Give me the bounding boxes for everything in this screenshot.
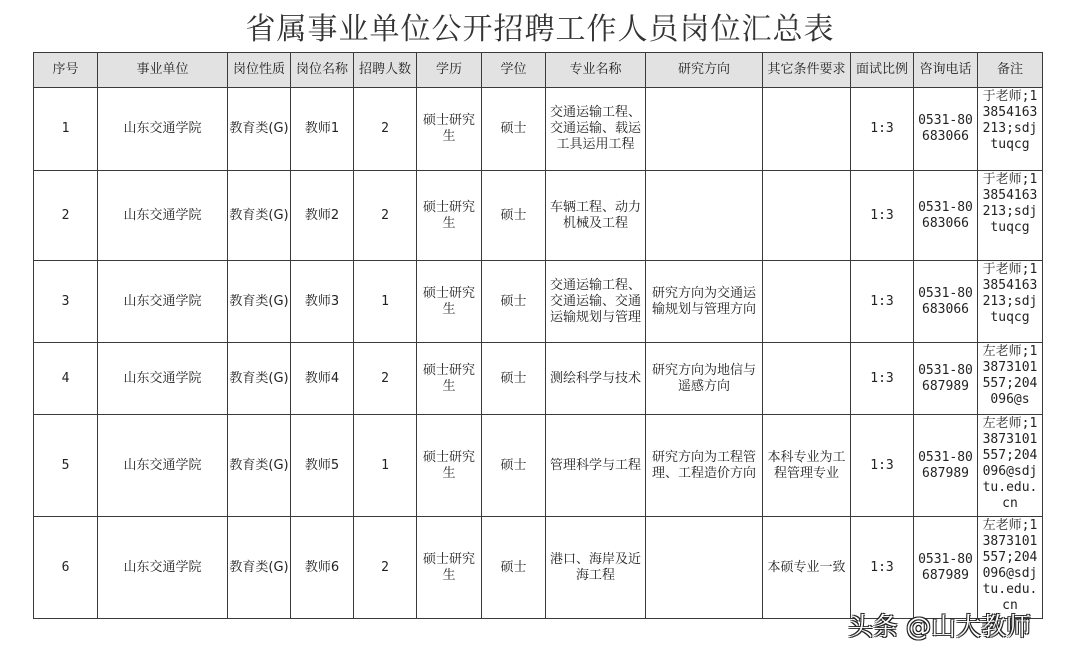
cell-degree: 硕士 bbox=[482, 517, 546, 619]
cell-position: 教师4 bbox=[291, 343, 354, 415]
header-phone: 咨询电话 bbox=[914, 53, 978, 88]
cell-degree: 硕士 bbox=[482, 88, 546, 171]
cell-position: 教师1 bbox=[291, 88, 354, 171]
cell-count: 2 bbox=[354, 517, 417, 619]
cell-position: 教师2 bbox=[291, 171, 354, 261]
cell-ratio: 1:3 bbox=[851, 261, 914, 343]
header-ratio: 面试比例 bbox=[851, 53, 914, 88]
note-text: 左老师;13873101557;204096@sdjtu.edu.cn bbox=[982, 415, 1038, 511]
cell-note bbox=[978, 88, 1043, 171]
cell-index: 6 bbox=[34, 517, 98, 619]
cell-research bbox=[646, 517, 763, 619]
note-text: 于老师;13854163213;sdjtuqcg bbox=[982, 261, 1038, 325]
cell-major: 交通运输工程、交通运输、载运工具运用工程 bbox=[546, 88, 646, 171]
cell-nature: 教育类(G) bbox=[228, 261, 291, 343]
header-note: 备注 bbox=[978, 53, 1043, 88]
cell-ratio: 1:3 bbox=[851, 171, 914, 261]
header-count: 招聘人数 bbox=[354, 53, 417, 88]
cell-education: 硕士研究生 bbox=[417, 415, 482, 517]
watermark: 头条 @山大教师 bbox=[848, 612, 1031, 641]
cell-phone: 0531-80683066 bbox=[914, 261, 978, 343]
cell-count: 1 bbox=[354, 261, 417, 343]
page-title: 省属事业单位公开招聘工作人员岗位汇总表 bbox=[245, 12, 835, 47]
note-text: 左老师;13873101557;204096@s bbox=[982, 343, 1038, 407]
header-nature: 岗位性质 bbox=[228, 53, 291, 88]
cell-phone: 0531-80687989 bbox=[914, 343, 978, 415]
cell-education: 硕士研究生 bbox=[417, 343, 482, 415]
header-education: 学历 bbox=[417, 53, 482, 88]
header-unit: 事业单位 bbox=[98, 53, 228, 88]
cell-degree: 硕士 bbox=[482, 343, 546, 415]
cell-nature: 教育类(G) bbox=[228, 343, 291, 415]
note-text: 于老师;13854163213;sdjtuqcg bbox=[982, 171, 1038, 235]
cell-phone: 0531-80687989 bbox=[914, 517, 978, 619]
cell-count: 2 bbox=[354, 88, 417, 171]
cell-unit: 山东交通学院 bbox=[98, 261, 228, 343]
cell-research bbox=[646, 171, 763, 261]
table-row bbox=[34, 171, 1043, 261]
cell-degree: 硕士 bbox=[482, 415, 546, 517]
cell-nature: 教育类(G) bbox=[228, 88, 291, 171]
cell-degree: 硕士 bbox=[482, 171, 546, 261]
cell-index: 4 bbox=[34, 343, 98, 415]
cell-nature: 教育类(G) bbox=[228, 171, 291, 261]
header-position: 岗位名称 bbox=[291, 53, 354, 88]
recruitment-table bbox=[33, 52, 1043, 619]
header-degree: 学位 bbox=[482, 53, 546, 88]
cell-major: 管理科学与工程 bbox=[546, 415, 646, 517]
cell-index: 5 bbox=[34, 415, 98, 517]
cell-major: 车辆工程、动力机械及工程 bbox=[546, 171, 646, 261]
table-row bbox=[34, 517, 1043, 619]
header-research: 研究方向 bbox=[646, 53, 763, 88]
cell-other: 本硕专业一致 bbox=[763, 517, 851, 619]
cell-position: 教师3 bbox=[291, 261, 354, 343]
cell-note bbox=[978, 415, 1043, 517]
cell-note bbox=[978, 261, 1043, 343]
cell-research: 研究方向为工程管理、工程造价方向 bbox=[646, 415, 763, 517]
cell-other bbox=[763, 343, 851, 415]
cell-count: 2 bbox=[354, 171, 417, 261]
table-row bbox=[34, 261, 1043, 343]
cell-research: 研究方向为地信与遥感方向 bbox=[646, 343, 763, 415]
cell-unit: 山东交通学院 bbox=[98, 415, 228, 517]
note-text: 于老师;13854163213;sdjtuqcg bbox=[982, 88, 1038, 152]
cell-unit: 山东交通学院 bbox=[98, 343, 228, 415]
cell-other bbox=[763, 171, 851, 261]
cell-index: 3 bbox=[34, 261, 98, 343]
cell-nature: 教育类(G) bbox=[228, 517, 291, 619]
cell-note bbox=[978, 171, 1043, 261]
cell-education: 硕士研究生 bbox=[417, 88, 482, 171]
cell-other bbox=[763, 88, 851, 171]
cell-nature: 教育类(G) bbox=[228, 415, 291, 517]
cell-note bbox=[978, 517, 1043, 619]
cell-ratio: 1:3 bbox=[851, 343, 914, 415]
cell-phone: 0531-80683066 bbox=[914, 171, 978, 261]
cell-phone: 0531-80683066 bbox=[914, 88, 978, 171]
cell-unit: 山东交通学院 bbox=[98, 517, 228, 619]
cell-research bbox=[646, 88, 763, 171]
cell-research: 研究方向为交通运输规划与管理方向 bbox=[646, 261, 763, 343]
header-other: 其它条件要求 bbox=[763, 53, 851, 88]
cell-unit: 山东交通学院 bbox=[98, 88, 228, 171]
table-row bbox=[34, 343, 1043, 415]
header-major: 专业名称 bbox=[546, 53, 646, 88]
cell-major: 港口、海岸及近海工程 bbox=[546, 517, 646, 619]
cell-note bbox=[978, 343, 1043, 415]
cell-position: 教师6 bbox=[291, 517, 354, 619]
cell-other bbox=[763, 261, 851, 343]
note-text: 左老师;13873101557;204096@sdjtu.edu.cn bbox=[982, 517, 1038, 613]
cell-other: 本科专业为工程管理专业 bbox=[763, 415, 851, 517]
cell-unit: 山东交通学院 bbox=[98, 171, 228, 261]
cell-phone: 0531-80687989 bbox=[914, 415, 978, 517]
cell-ratio: 1:3 bbox=[851, 88, 914, 171]
cell-index: 1 bbox=[34, 88, 98, 171]
cell-index: 2 bbox=[34, 171, 98, 261]
cell-education: 硕士研究生 bbox=[417, 517, 482, 619]
table-row bbox=[34, 88, 1043, 171]
cell-ratio: 1:3 bbox=[851, 517, 914, 619]
table-row bbox=[34, 415, 1043, 517]
header-row bbox=[34, 53, 1043, 88]
cell-count: 1 bbox=[354, 415, 417, 517]
cell-position: 教师5 bbox=[291, 415, 354, 517]
cell-education: 硕士研究生 bbox=[417, 261, 482, 343]
header-index: 序号 bbox=[34, 53, 98, 88]
cell-education: 硕士研究生 bbox=[417, 171, 482, 261]
cell-degree: 硕士 bbox=[482, 261, 546, 343]
cell-ratio: 1:3 bbox=[851, 415, 914, 517]
cell-major: 交通运输工程、交通运输、交通运输规划与管理 bbox=[546, 261, 646, 343]
cell-major: 测绘科学与技术 bbox=[546, 343, 646, 415]
cell-count: 2 bbox=[354, 343, 417, 415]
